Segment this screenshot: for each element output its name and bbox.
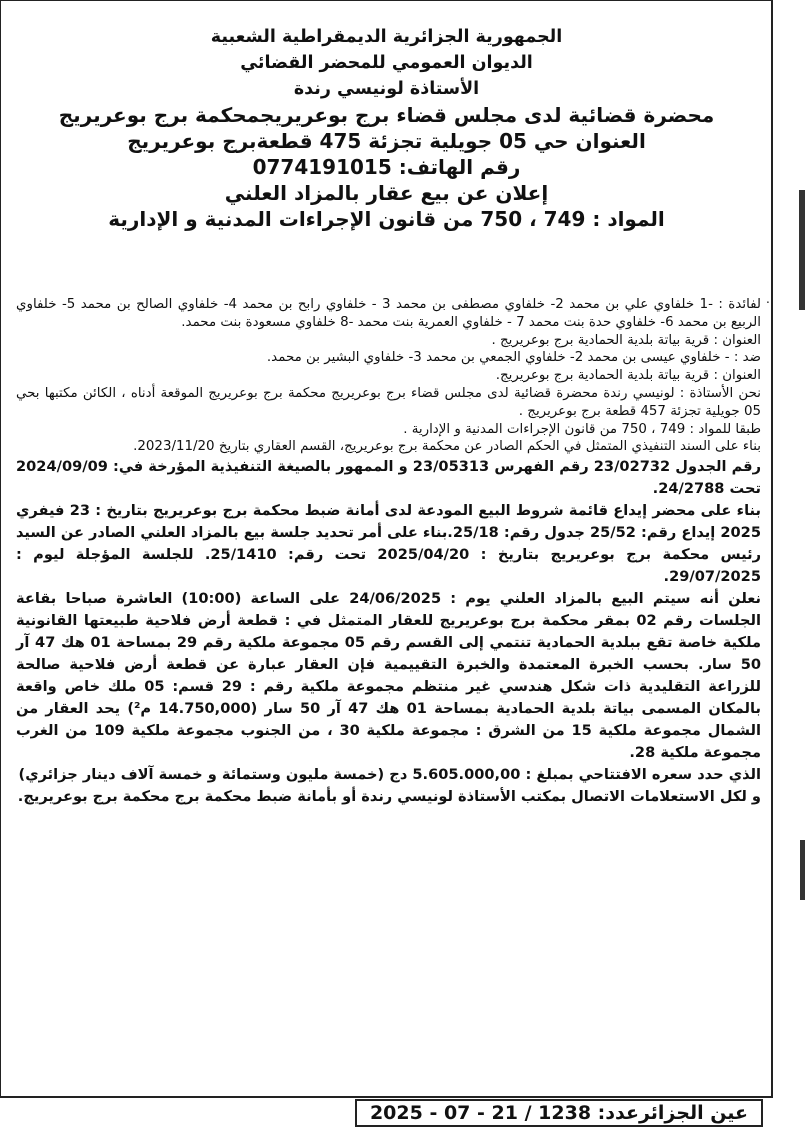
address-line: العنوان حي 05 جويلية تجزئة 475 قطعةبرج بوعريريج [127,129,646,153]
against-address: العنوان : قرية بياتة بلدية الحمادية برج بوعريريج. [495,368,761,384]
bailiff-paragraph: نحن الأستاذة : لونيسي رندة محضرة قضائية لدى مجلس قضاء برج بوعريريج محكمة برج بوعريريج الموقعة أدناه ، الكائن مكتبها بحي 05 جويلية تجزئة 457 قطعة برج بوعريريج . [16,385,761,419]
office-heading: الديوان العمومي للمحضر القضائي [240,53,533,73]
deposit-paragraph: بناء على محضر إيداع قائمة شروط البيع المودعة لدى أمانة ضبط محكمة برج بوعريريج بتاريخ : 23 فيفري 2025 إيداع رقم: 25/52 جدول رقم: 25/18.بناء على أمر تحديد جلسة بيع بالمزاد العلني الصادر عن السيد رئيس محكمة برج بوعريريج بتاريخ : 2025/04/20 تحت رقم: 25/1410. للجلسة المؤجلة ليوم : 29/07/2025. [16,502,761,586]
against-paragraph: ضد : - خلفاوي عيسى بن محمد 2- خلفاوي الجمعي بن محمد 3- خلفاوي البشير بن محمد. [266,350,761,366]
articles-line: المواد : 749 ، 750 من قانون الإجراءات المدنية و الإدارية [108,207,665,231]
inquiries-paragraph: و لكل الاستعلامات الاتصال بمكتب الأستاذة لونيسي رندة أو بأمانة ضبط محكمة برج محكمة برج بوعريريج. [17,788,761,806]
notice-body [16,296,761,808]
beneficiaries-paragraph: لفائدة : -1 خلفاوي علي بن محمد 2- خلفاوي مصطفى بن محمد 3 - خلفاوي رابح بن محمد 4- خلفاوي الصالح بن محمد 5- خلفاوي الربيع بن محمد 6- خلفاوي حدة بنت محمد 7 - خلفاوي العمرية بنت محمد -8 خلفاوي مسعودة بنت محمد. [16,297,761,330]
notice-header [10,24,763,232]
sale-announcement: نعلن أنه سيتم البيع بالمزاد العلني يوم : 24/06/2025 على الساعة (10:00) العاشرة صباحا بقاعة الجلسات رقم 02 بمقر محكمة برج بوعريريج للعقار المتمثل في : قطعة أرض فلاحية طبيعتها القانونية ملكية خاصة تقع ببلدية الحمادية تنتمي إلى القسم رقم 05 مجموعة ملكية رقم 29 بمساحة 01 هك 47 آر 50 سار. بحسب الخبرة المعتمدة والخبرة التقييمية فإن العقار عبارة عن قطعة أرض فلاحية صالحة للزراعة التقليدية ذات شكل هندسي غير منتظم مجموعة ملكية رقم : 29 قسم: 05 ملك خاص واقعة بالمكان المسمى بياتة بلدية الحمادية بمساحة 01 هك 47 آر 50 سار (14.750,000 م²) يحد العقار من الشمال مجموعة ملكية 15 من الشرق : مجموعة ملكية 30 ، من الجنوب مجموعة ملكية 109 من الغرب مجموعة ملكية 28. [16,590,762,762]
opening-price: الذي حدد سعره الافتتاحي بمبلغ : 5.605.000,00 دج (خمسة مليون وستمائة و خمسة آلاف دينار جزائري) [18,766,761,784]
republic-heading: الجمهورية الجزائرية الديمقراطية الشعبية [210,27,563,47]
edge-mark [800,840,805,900]
bailiff-name: الأستاذة لونيسي رندة [293,79,480,99]
notice-title: إعلان عن بيع عقار بالمزاد العلني [224,181,549,205]
phone-line: رقم الهاتف: 0774191015 [252,155,521,179]
register-paragraph: رقم الجدول 23/02732 رقم الفهرس 23/05313 و الممهور بالصيغة التنفيذية المؤرخة في: 2024/09/09 تحت 24/2788. [16,458,761,498]
publication-reference: عين الجزائرعدد: 1238 / 21 - 07 - 2025 [355,1099,763,1127]
stray-dot: . [766,292,770,306]
edge-mark [799,190,805,310]
court-line: محضرة قضائية لدى مجلس قضاء برج بوعريريجمحكمة برج بوعريريج [58,103,715,127]
judgment-paragraph: بناء على السند التنفيذي المتمثل في الحكم الصادر عن محكمة برج بوعريريج، القسم العقاري بتاريخ 2023/11/20. [133,439,761,455]
beneficiaries-address: العنوان : قرية بياتة بلدية الحمادية برج بوعريريج . [491,332,761,348]
legal-basis: طبقا للمواد : 749 ، 750 من قانون الإجراءات المدنية و الإدارية . [403,421,761,437]
